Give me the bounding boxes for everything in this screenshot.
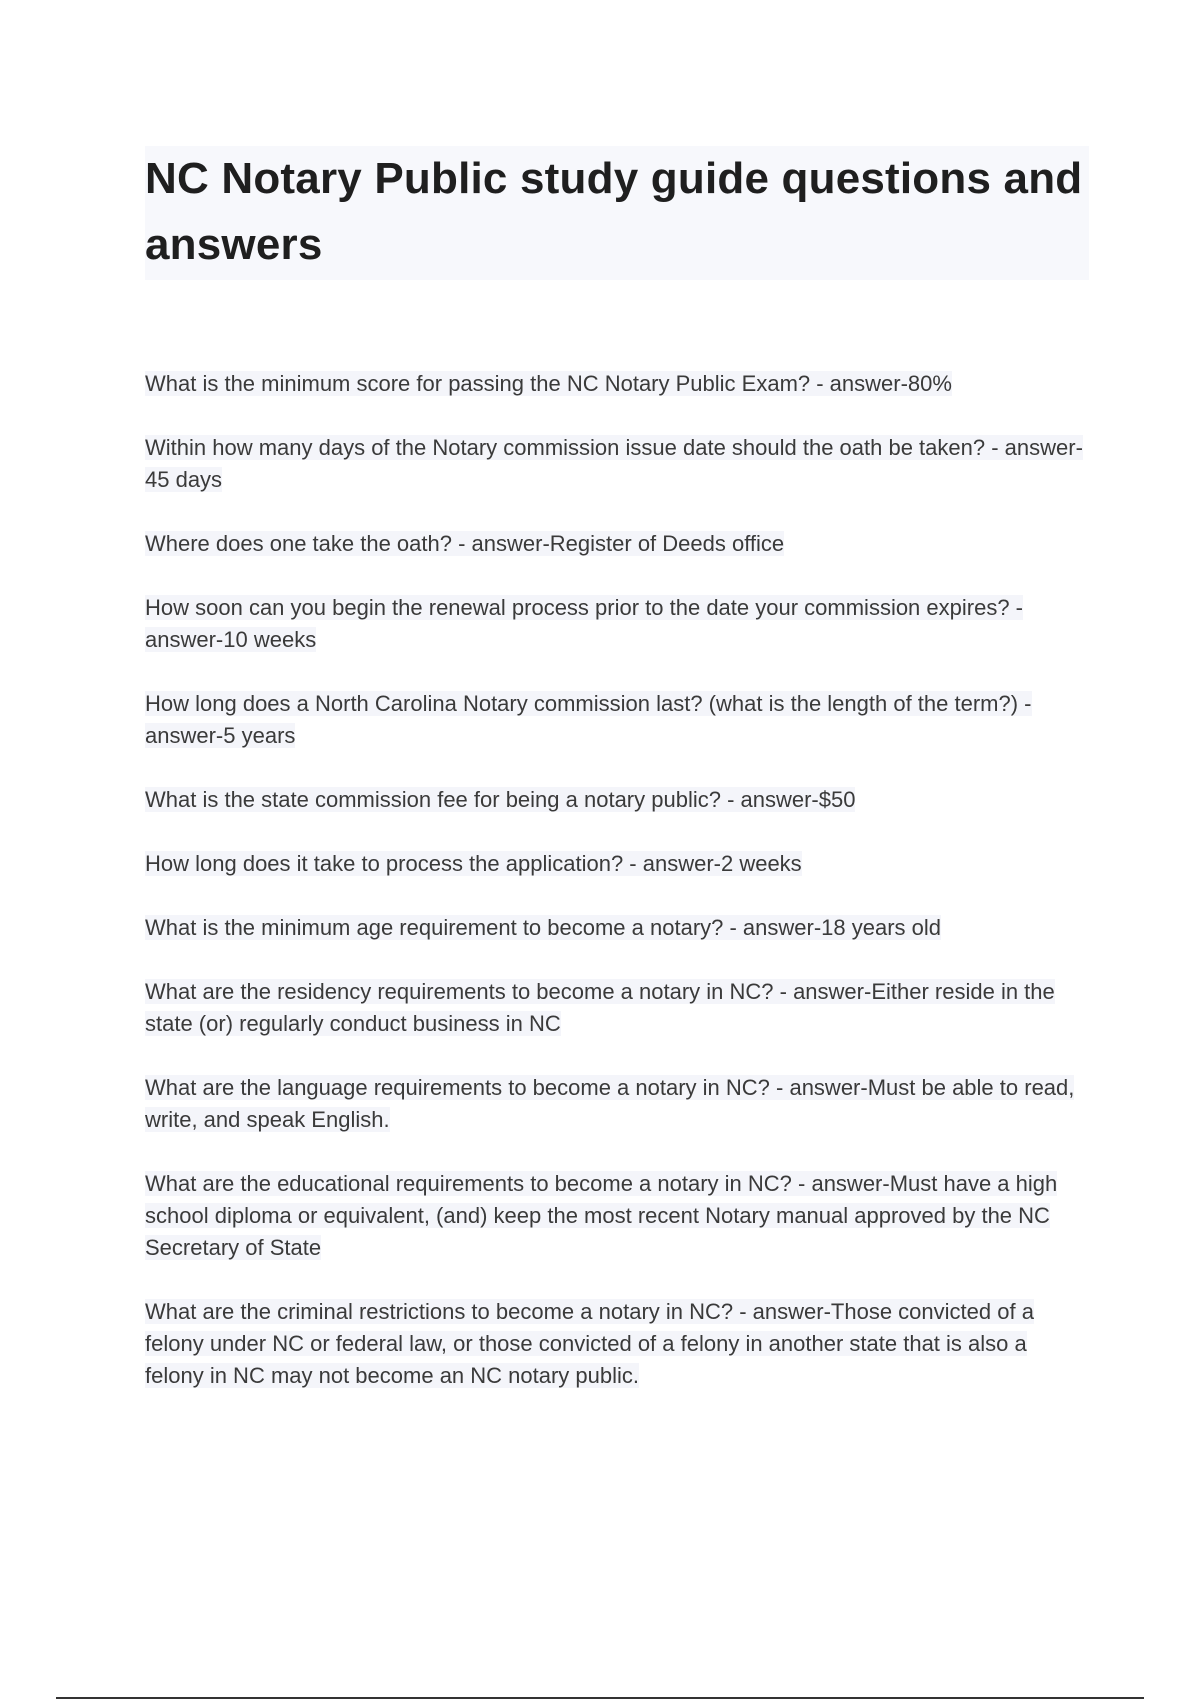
qa-item bbox=[145, 976, 1090, 1040]
qa-text: Within how many days of the Notary commission issue date should the oath be taken? - answer-45 days bbox=[145, 435, 1083, 492]
qa-item bbox=[145, 784, 1090, 816]
qa-text: What are the educational requirements to become a notary in NC? - answer-Must have a high school diploma or equivalent, (and) keep the most recent Notary manual approved by the NC Secretary of State bbox=[145, 1171, 1058, 1260]
qa-text: Where does one take the oath? - answer-Register of Deeds office bbox=[145, 531, 785, 556]
qa-text: How soon can you begin the renewal process prior to the date your commission expires? - answer-10 weeks bbox=[145, 595, 1024, 652]
qa-item bbox=[145, 368, 1090, 400]
qa-text: What is the minimum age requirement to become a notary? - answer-18 years old bbox=[145, 915, 942, 940]
qa-item bbox=[145, 1296, 1090, 1392]
page-title: NC Notary Public study guide questions and answers bbox=[145, 154, 1083, 269]
qa-item bbox=[145, 432, 1090, 496]
qa-list bbox=[145, 368, 1090, 1424]
qa-item bbox=[145, 592, 1090, 656]
title-block bbox=[145, 146, 1089, 280]
qa-item bbox=[145, 912, 1090, 944]
qa-text: What are the language requirements to become a notary in NC? - answer-Must be able to read, write, and speak English. bbox=[145, 1075, 1075, 1132]
qa-text: What is the state commission fee for being a notary public? - answer-$50 bbox=[145, 787, 856, 812]
qa-item bbox=[145, 1072, 1090, 1136]
qa-item bbox=[145, 688, 1090, 752]
qa-text: What are the criminal restrictions to become a notary in NC? - answer-Those convicted of a felony under NC or federal law, or those convicted of a felony in another state that is also a felony in NC may not become an NC notary public. bbox=[145, 1299, 1034, 1388]
footer-divider bbox=[56, 1697, 1144, 1699]
qa-text: How long does a North Carolina Notary commission last? (what is the length of the term?) - answer-5 years bbox=[145, 691, 1032, 748]
qa-item bbox=[145, 848, 1090, 880]
qa-text: What are the residency requirements to become a notary in NC? - answer-Either reside in the state (or) regularly conduct business in NC bbox=[145, 979, 1055, 1036]
qa-item bbox=[145, 1168, 1090, 1264]
qa-item bbox=[145, 528, 1090, 560]
qa-text: What is the minimum score for passing the NC Notary Public Exam? - answer-80% bbox=[145, 371, 952, 396]
qa-text: How long does it take to process the application? - answer-2 weeks bbox=[145, 851, 802, 876]
